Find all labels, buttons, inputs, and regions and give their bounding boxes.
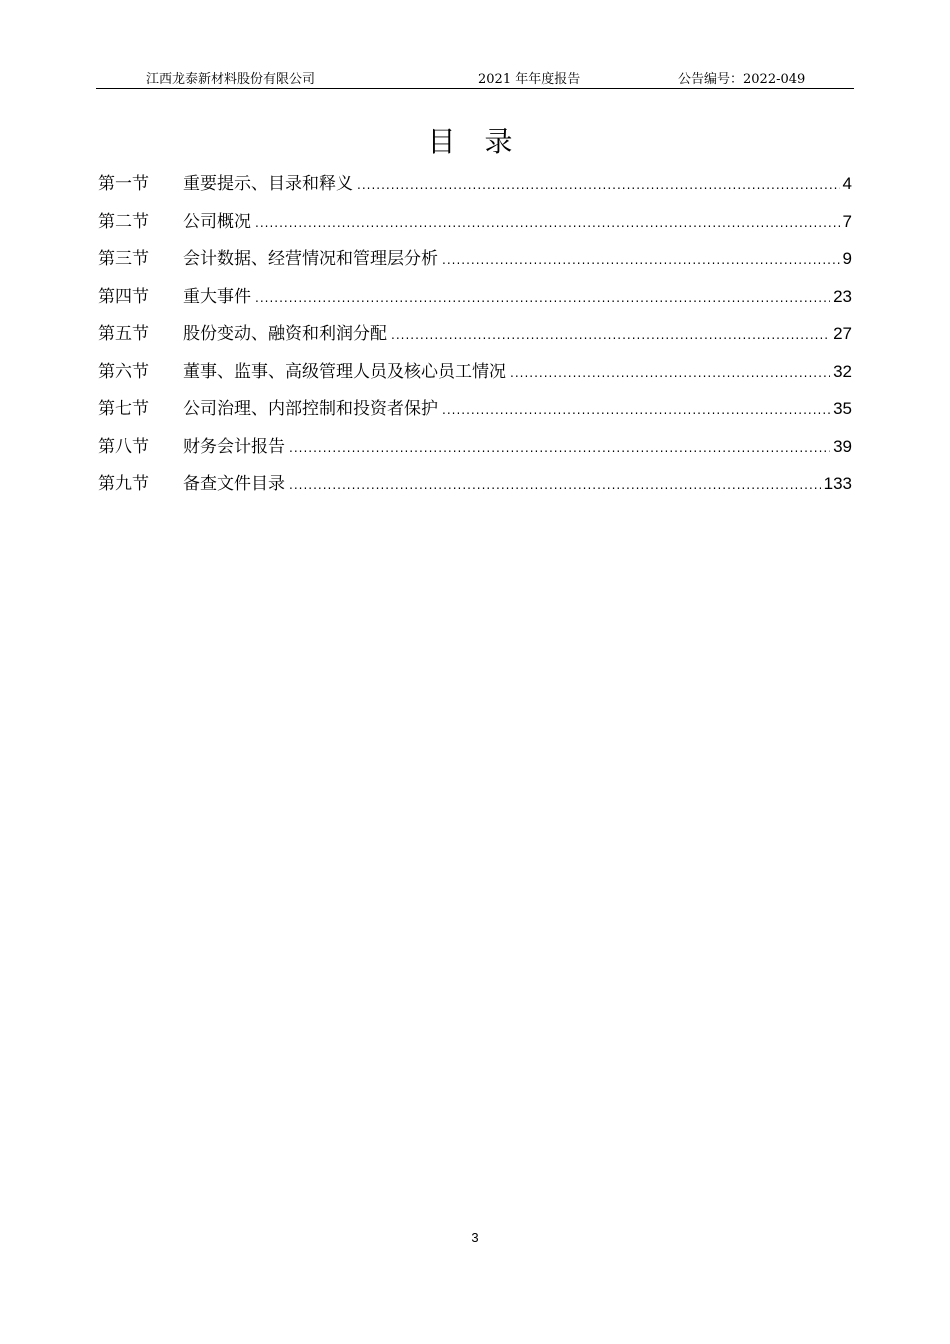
toc-entry[interactable] xyxy=(98,470,852,508)
toc-section-number: 第九节 xyxy=(98,474,149,494)
toc-entry[interactable] xyxy=(98,170,852,208)
toc-leader-dots xyxy=(289,471,821,499)
toc-entry-label: 备查文件目录 xyxy=(183,474,285,494)
toc-entry[interactable] xyxy=(98,245,852,283)
toc-leader-dots xyxy=(255,209,840,237)
toc-section-number: 第一节 xyxy=(98,174,149,194)
toc-entry-label: 会计数据、经营情况和管理层分析 xyxy=(183,249,438,269)
toc-entry[interactable] xyxy=(98,283,852,321)
toc-section-number: 第三节 xyxy=(98,249,149,269)
page-header xyxy=(96,66,854,89)
toc-section-number: 第五节 xyxy=(98,324,149,344)
toc-title: 目 录 xyxy=(427,125,523,158)
toc-leader-dots xyxy=(255,284,830,312)
toc-section-number: 第七节 xyxy=(98,399,149,419)
toc-page-number: 39 xyxy=(833,436,852,456)
toc-section-number: 第四节 xyxy=(98,286,149,307)
toc-page-number: 35 xyxy=(833,399,852,418)
toc-entry-label: 公司治理、内部控制和投资者保护 xyxy=(183,399,438,419)
toc-entry-label: 公司概况 xyxy=(183,211,251,232)
toc-leader-dots xyxy=(357,171,840,199)
toc-leader-dots xyxy=(442,396,830,424)
toc-leader-dots xyxy=(289,434,830,462)
toc-leader-dots xyxy=(391,321,830,349)
toc-page-number: 32 xyxy=(833,361,852,381)
toc-entry-label: 重大事件 xyxy=(183,286,251,307)
toc-entry[interactable] xyxy=(98,208,852,246)
toc-entry[interactable] xyxy=(98,433,852,471)
toc-entry-label: 重要提示、目录和释义 xyxy=(183,174,353,194)
toc-page-number: 27 xyxy=(833,324,852,343)
header-company-name: 江西龙泰新材料股份有限公司 xyxy=(146,72,316,87)
toc-entry[interactable] xyxy=(98,395,852,433)
toc-section-number: 第二节 xyxy=(98,211,149,232)
toc-page-number: 133 xyxy=(823,474,852,493)
toc-page-number: 23 xyxy=(833,286,852,306)
toc-section-number: 第六节 xyxy=(98,361,149,382)
toc-section-number: 第八节 xyxy=(98,436,149,457)
toc-entry[interactable] xyxy=(98,358,852,396)
toc-entry[interactable] xyxy=(98,320,852,358)
toc-entry-label: 股份变动、融资和利润分配 xyxy=(183,324,387,344)
header-notice-number: 公告编号：2022-049 xyxy=(678,72,806,87)
toc-page-number: 4 xyxy=(842,174,852,193)
toc-page-number: 7 xyxy=(842,211,852,231)
toc-entry-label: 董事、监事、高级管理人员及核心员工情况 xyxy=(183,361,506,382)
toc-page-number: 9 xyxy=(842,249,852,268)
toc-leader-dots xyxy=(510,359,830,387)
page-footer-number: 3 xyxy=(471,1230,479,1245)
header-report-title: 2021 年年度报告 xyxy=(478,72,581,87)
table-of-contents xyxy=(98,170,852,508)
toc-leader-dots xyxy=(442,246,840,274)
toc-entry-label: 财务会计报告 xyxy=(183,436,285,457)
